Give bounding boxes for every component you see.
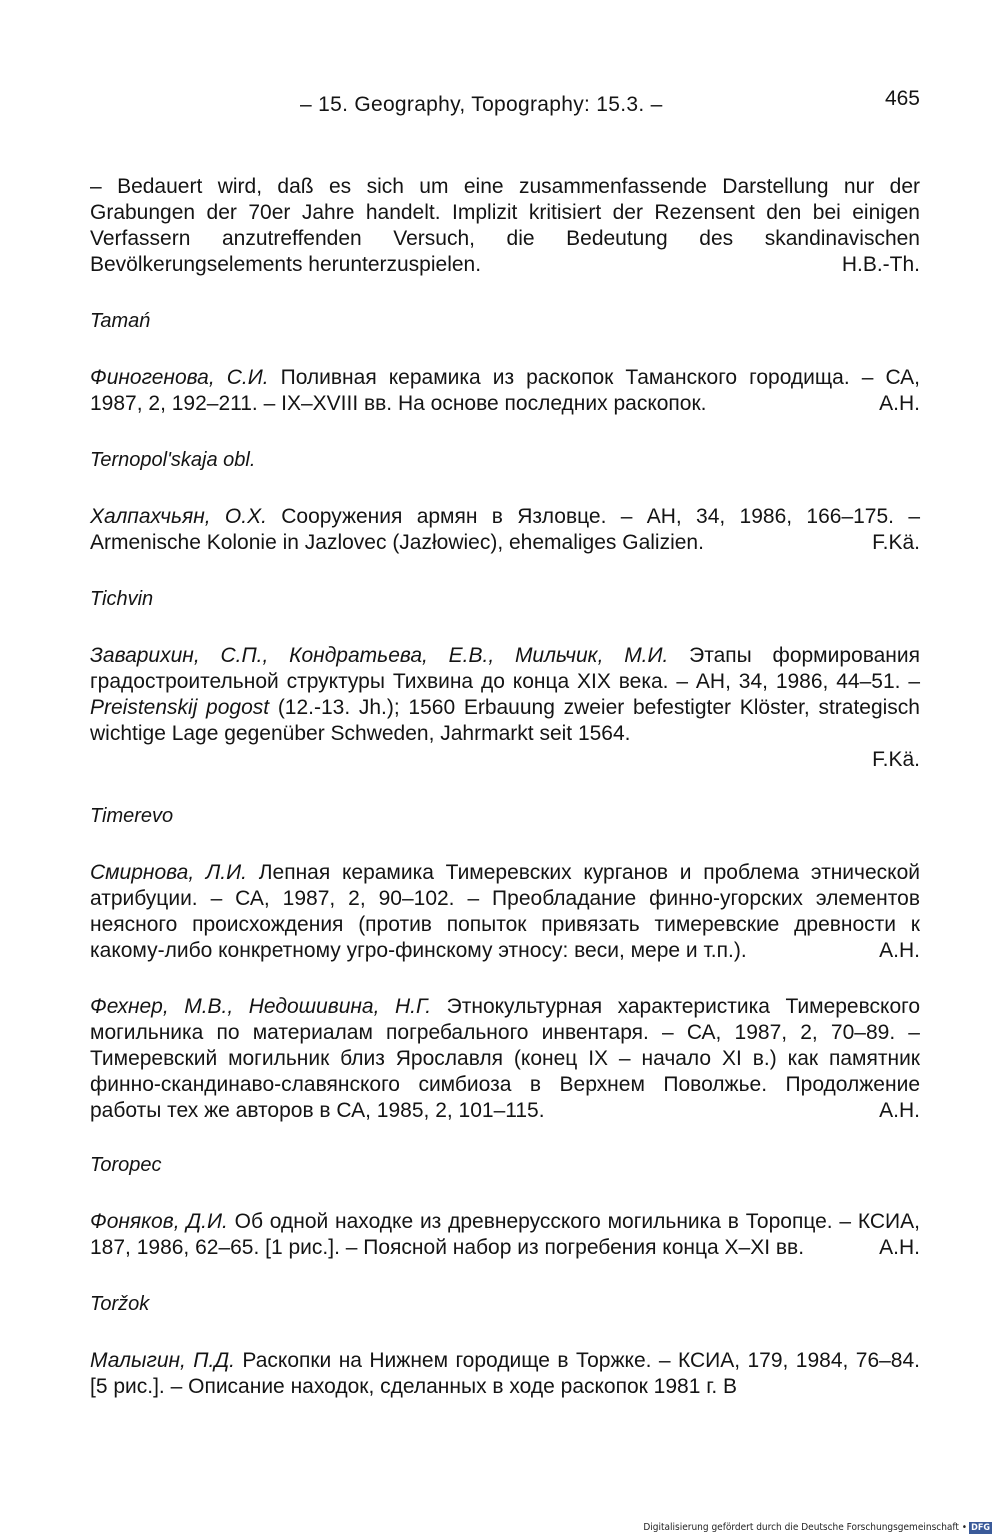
entry-text: Раскопки на Нижнем городище в Торжке. – КСИА, 179, 1984, 76–84. [5 рис.]. – Описание находок, сделанных в ходе раскопок 1981 г. В [90, 1349, 920, 1398]
section-heading-toropec: Toropec [90, 1154, 162, 1176]
entry-signature-line [90, 747, 920, 773]
entry-text-continued: (12.-13. Jh.); 1560 Erbauung zweier befestigter Klöster, strategisch wichtige Lage gegenüber Schweden, Jahrmarkt seit 1564. [90, 696, 920, 745]
document-page [90, 85, 920, 1430]
footer-text: Digitalisierung gefördert durch die Deutsche Forschungsgemeinschaft • [643, 1522, 968, 1533]
bibliography-entry [90, 994, 920, 1124]
entry-signature: А.Н. [879, 1236, 920, 1259]
entry-text: Этнокультурная характеристика Тимеревского могильника по материалам погребального инвентаря. – СА, 1987, 2, 70–89. – Тимеревский могильник близ Ярославля (конец IX – начало XI в.) как памятник финно-скандинаво-славянского симбиоза в Верхнем Поволжье. Продолжение работы тех же авторов в СА, 1985, 2, 101–115. [90, 995, 921, 1122]
dfg-logo: DFG [971, 1523, 990, 1533]
entry-authors: Малыгин, П.Д. [90, 1349, 235, 1372]
bibliography-entry [90, 860, 920, 964]
intro-signature: H.B.-Th. [841, 253, 920, 276]
entry-signature: А.Н. [879, 1099, 920, 1122]
entry-text: Об одной находке из древнерусского могильника в Торопце. – КСИА, 187, 1986, 62–65. [1 рис.]. – Поясной набор из погребения конца X–XI вв. [90, 1210, 920, 1259]
bibliography-entry [90, 365, 920, 417]
bibliography-entry [90, 1348, 920, 1400]
entry-authors: Смирнова, Л.И. [90, 861, 247, 884]
section-heading-taman: Tamań [90, 310, 151, 332]
entry-signature: F.Kä. [872, 531, 920, 554]
entry-text: Сооружения армян в Язловце. – АН, 34, 1986, 166–175. – Armenische Kolonie in Jazlovec (Jazłowiec), ehemaliges Galizien. [90, 505, 920, 554]
entry-signature: А.Н. [879, 939, 920, 962]
page-header [90, 85, 920, 125]
entry-authors: Халпахчьян, О.Х. [90, 505, 267, 528]
intro-paragraph [90, 174, 920, 278]
digitization-footer [643, 1522, 992, 1534]
bibliography-entry [90, 504, 920, 556]
entry-text: Этапы формирования градостроительной структуры Тихвина до конца XIX века. – АН, 34, 1986, 44–51. – [90, 644, 920, 693]
entry-signature: F.Kä. [872, 748, 920, 771]
running-title: – 15. Geography, Topography: 15.3. – [300, 93, 663, 116]
entry-text: Поливная керамика из раскопок Таманского городища. – СА, 1987, 2, 192–211. – IX–XVIII вв. На основе последних раскопок. [90, 366, 920, 415]
entry-signature: А.Н. [879, 392, 920, 415]
entry-authors: Заварихин, С.П., Кондратьева, Е.В., Мильчик, М.И. [90, 644, 669, 667]
bibliography-entry [90, 643, 920, 747]
intro-text: – Bedauert wird, daß es sich um eine zusammenfassende Darstellung nur der Grabungen der 70er Jahre handelt. Implizit kritisiert der Rezensent den bei einigen Verfassern anzutreffenden Versuch, die Bedeutung des skandinavischen Bevölkerungselements herunterzuspielen. [90, 175, 920, 276]
entry-authors: Финогенова, С.И. [90, 366, 269, 389]
section-heading-ternopol: Ternopol'skaja obl. [90, 449, 256, 471]
section-heading-timerevo: Timerevo [90, 805, 174, 827]
bibliography-entry [90, 1209, 920, 1261]
page-number: 465 [884, 87, 920, 110]
entry-authors: Фехнер, М.В., Недошивина, Н.Г. [90, 995, 432, 1018]
entry-text: Лепная керамика Тимеревских курганов и проблема этнической атрибуции. – СА, 1987, 2, 90–102. – Преобладание финно-угорских элементов неясного происхождения (против попыток привязать тимеревские древности к какому-либо конкретному угро-финскому этносу: веси, мере и т.п.). [90, 861, 920, 962]
entry-italic-term: Preistenskij pogost [90, 696, 270, 719]
entry-authors: Фоняков, Д.И. [90, 1210, 228, 1233]
section-heading-torzok: Toržok [90, 1293, 150, 1315]
section-heading-tichvin: Tichvin [90, 588, 154, 610]
